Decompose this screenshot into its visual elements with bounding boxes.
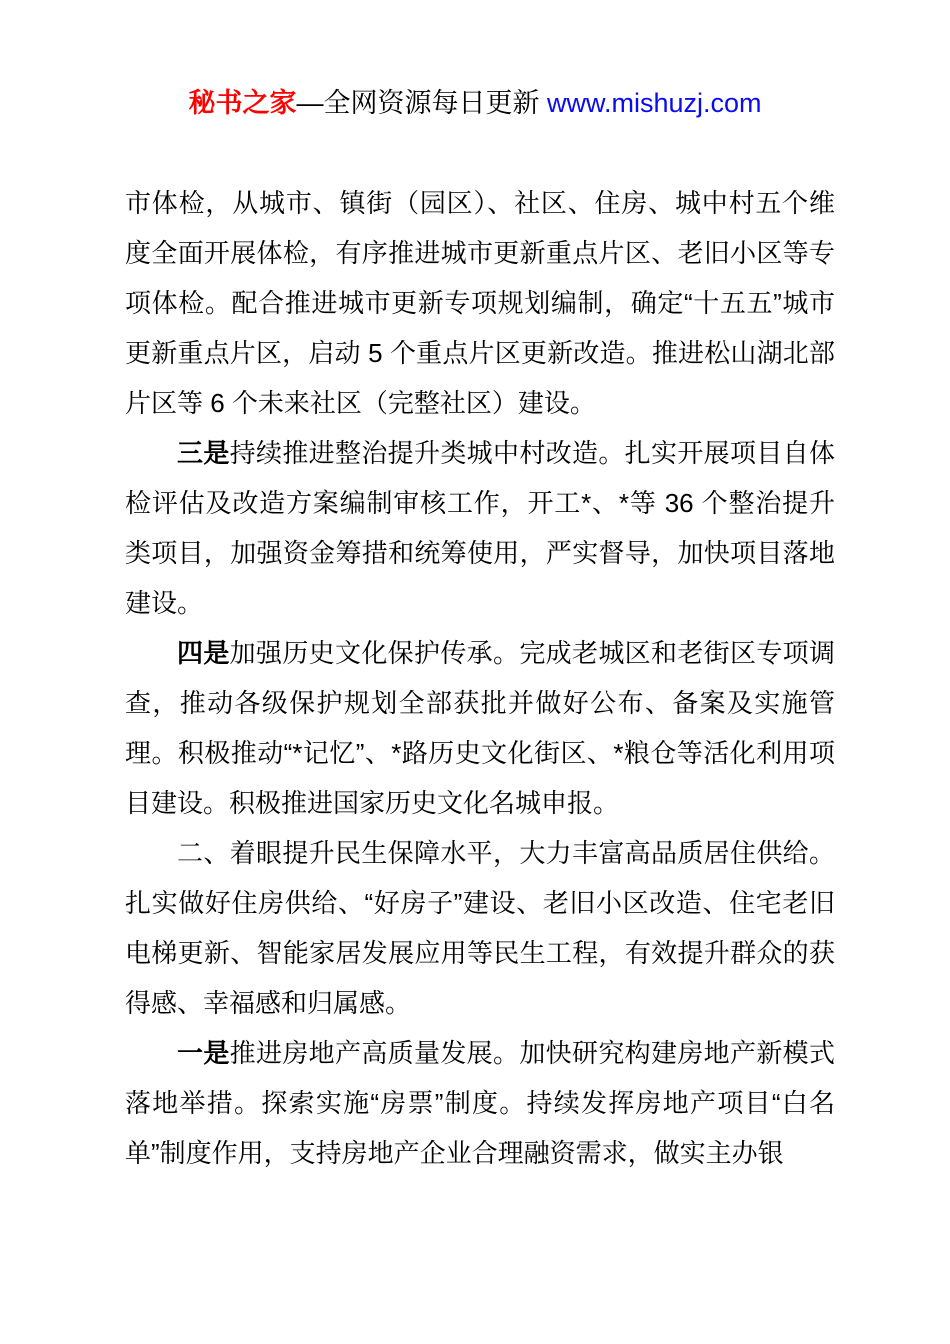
brand-name: 秘书之家	[188, 88, 297, 118]
site-url-link[interactable]: www.mishuzj.com	[546, 88, 762, 118]
paragraph-lead: 四是	[177, 638, 230, 668]
doc-header	[0, 86, 950, 120]
paragraph-continuation	[125, 178, 835, 428]
paragraph-first-point	[125, 1028, 835, 1178]
paragraph-text: 持续推进整治提升类城中村改造。扎实开展项目自体检评估及改造方案编制审核工作，开工*、*等 36 个整治提升类项目，加强资金筹措和统筹使用，严实督导，加快项目落地建设。	[125, 438, 835, 618]
paragraph-fourth-point	[125, 628, 835, 828]
paragraph-text: 二、着眼提升民生保障水平，大力丰富高品质居住供给。扎实做好住房供给、“好房子”建设、老旧小区改造、住宅老旧电梯更新、智能家居发展应用等民生工程，有效提升群众的获得感、幸福感和归属感。	[125, 838, 835, 1018]
document-body	[125, 178, 835, 1178]
paragraph-lead: 三是	[177, 438, 230, 468]
paragraph-text: 推进房地产高质量发展。加快研究构建房地产新模式落地举措。探索实施“房票”制度。持续发挥房地产项目“白名单”制度作用，支持房地产企业合理融资需求，做实主办银	[125, 1038, 835, 1168]
paragraph-third-point	[125, 428, 835, 628]
paragraph-section-two	[125, 828, 835, 1028]
paragraph-text: 加强历史文化保护传承。完成老城区和老街区专项调查，推动各级保护规划全部获批并做好公布、备案及实施管理。积极推动“*记忆”、*路历史文化街区、*粮仓等活化利用项目建设。积极推进国家历史文化名城申报。	[125, 638, 835, 818]
paragraph-text: 市体检，从城市、镇街（园区）、社区、住房、城中村五个维度全面开展体检，有序推进城市更新重点片区、老旧小区等专项体检。配合推进城市更新专项规划编制，确定“十五五”城市更新重点片区，启动 5 个重点片区更新改造。推进松山湖北部片区等 6 个未来社区（完整社区）建设。	[125, 188, 835, 418]
paragraph-lead: 一是	[177, 1038, 230, 1068]
header-tagline: —全网资源每日更新	[296, 88, 547, 118]
